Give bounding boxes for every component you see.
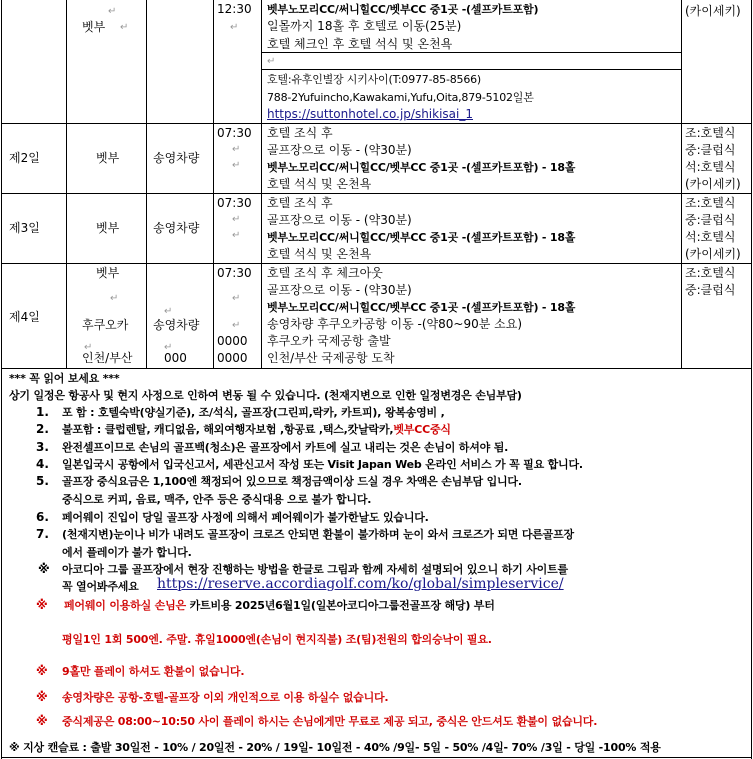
day3-line-1: 호텔 조식 후 (267, 196, 333, 210)
day2-line-1: 호텔 조식 후 (267, 126, 333, 140)
note-2-number: 2. (36, 422, 49, 436)
fairway-text (64, 598, 495, 613)
return-mark: ↵ (164, 306, 173, 317)
note-7-text: (천재지변)눈이나 비가 내려도 골프장이 크로즈 안되면 환불이 불가하며 눈이 와서 크로즈가 되면 다른골프장 (62, 528, 574, 541)
hotel-website-link[interactable]: https://suttonhotel.co.jp/shikisai_1 (267, 107, 473, 121)
red-note-2-mark: ※ (36, 690, 48, 704)
table-border-bottom (1, 757, 752, 758)
note-6-text: 페어웨이 진입이 당일 골프장 사정에 의해서 페어웨이가 불가한날도 있습니다. (62, 511, 429, 524)
day2-line-3: 벳부노모리CC/써니힐CC/벳부CC 중1곳 -(셀프카트포함) - 18홀 (267, 161, 576, 174)
col-divider-2 (146, 0, 147, 368)
return-mark: ↵ (232, 160, 241, 171)
note-4-text: 일본입국시 공항에서 입국신고서, 세관신고서 작성 또는 Visit Japan Web 온라인 서비스 가 꼭 필요 합니다. (62, 458, 583, 471)
accordia-mark: ※ (38, 562, 50, 576)
note-1-text: 포 함 : 호텔숙박(양실기준), 조/석식, 골프장(그린피,락카, 카트피), 왕복송영비 , (62, 406, 445, 419)
day4-line-6: 인천/부산 국제공항 도착 (267, 351, 395, 365)
day1-time: 12:30 (217, 2, 252, 16)
hotel-address: 788-2Yufuincho,Kawakami,Yufu,Oita,879-5102일본 (267, 91, 534, 104)
note-1-number: 1. (36, 405, 49, 419)
day3-label: 제3일 (9, 221, 40, 235)
day3-line-2: 골프장으로 이동 - (약30분) (267, 213, 412, 227)
return-mark: ↵ (267, 56, 276, 67)
note-2-text-black: 불포함 : 클럽렌탈, 캐디없음, 해외여행자보험 ,항공료 ,택스,캇날락카, (62, 423, 394, 436)
red-note-1-mark: ※ (36, 664, 48, 678)
return-mark: ↵ (230, 22, 239, 33)
col-divider-5 (681, 0, 682, 368)
notes-intro: 상기 일정은 항공사 및 현지 사정으로 인하여 변동 될 수 있습니다. (천재지변으로 인한 일정변경은 손님부담) (9, 389, 522, 402)
day4-transport-2: 000 (164, 351, 187, 365)
day1-meal: (카이세키) (685, 4, 741, 18)
fairway-text-red: 페어웨이 이용하실 손님은 (64, 599, 186, 612)
note-5-text: 골프장 중식요금은 1,100엔 책정되어 있으므로 책정금액이상 드실 경우 차액은 손님부담 입니다. (62, 475, 522, 488)
day2-meal-1: 조:호텔식 (685, 126, 736, 140)
day4-meal-1: 조:호텔식 (685, 266, 736, 280)
day4-transport-1: 송영차량 (153, 318, 200, 332)
day4-label: 제4일 (9, 310, 40, 324)
day1-line-2: 일몰까지 18홀 후 호텔로 이동(25분) (267, 19, 462, 33)
note-7-number: 7. (36, 527, 49, 541)
day4-time-3: 0000 (217, 351, 248, 365)
day2-line-2: 골프장으로 이동 - (약30분) (267, 143, 412, 157)
day2-city: 벳부 (96, 151, 120, 165)
day4-line-3: 벳부노모리CC/써니힐CC/벳부CC 중1곳 -(셀프카트포함) - 18홀 (267, 301, 576, 314)
fairway-mark: ※ (36, 598, 48, 612)
day4-line-1: 호텔 조식 후 체크아웃 (267, 266, 383, 280)
day3-meal-2: 중:클럽식 (685, 213, 736, 227)
note-2-text (62, 422, 451, 437)
accordia-guide-link[interactable]: https://reserve.accordiagolf.com/ko/global/simpleservice/ (157, 576, 564, 592)
note-2-text-red: 벳부CC중식 (393, 423, 451, 436)
red-note-3-text: 중식제공은 08:00~10:50 사이 플레이 하시는 손님에게만 무료로 제공 되고, 중식은 안드셔도 환불이 없습니다. (62, 715, 598, 728)
red-note-3-mark: ※ (36, 714, 48, 728)
fairway-text-black: 카트비용 2025년6월1일(일본아코디아그룹전골프장 해당) 부터 (189, 599, 495, 612)
day3-meal-3: 석:호텔식 (685, 230, 736, 244)
day2-meal-4: (카이세키) (685, 177, 741, 191)
day4-city-3: 인천/부산 (82, 351, 133, 365)
note-5-number: 5. (36, 474, 49, 488)
table-border-left (1, 0, 2, 759)
cancellation-policy: ※ 지상 캔슬료 : 출발 30일전 - 10% / 20일전 - 20% / 19일- 10일전 - 40% /9일- 5일 - 50% /4일- 70% /3일 - 당일 -100% 적용 (9, 741, 661, 754)
return-mark: ↵ (164, 342, 173, 353)
day3-city: 벳부 (96, 221, 120, 235)
day4-city-1: 벳부 (96, 266, 120, 280)
table-border-right (751, 0, 752, 759)
day4-line-2: 골프장으로 이동 - (약30분) (267, 283, 412, 297)
day2-time: 07:30 (217, 126, 252, 140)
day4-city-2: 후쿠오카 (82, 318, 129, 332)
day2-line-4: 호텔 석식 및 온천욕 (267, 177, 372, 191)
note-4-number: 4. (36, 457, 49, 471)
day3-line-3: 벳부노모리CC/써니힐CC/벳부CC 중1곳 -(셀프카트포함) - 18홀 (267, 231, 576, 244)
row-line-hotel (261, 69, 681, 70)
return-mark: ↵ (232, 144, 241, 155)
day3-transport: 송영차량 (153, 221, 200, 235)
col-divider-1 (66, 0, 67, 368)
row-line-day2 (1, 123, 752, 124)
return-mark: ↵ (232, 320, 241, 331)
day1-line-3: 호텔 체크인 후 호텔 석식 및 온천욕 (267, 37, 453, 51)
col-divider-3 (213, 0, 214, 368)
day2-meal-3: 석:호텔식 (685, 160, 736, 174)
day2-label: 제2일 (9, 151, 40, 165)
row-line-day3 (1, 193, 752, 194)
return-mark: ↵ (84, 342, 93, 353)
row-line-hotel-top (261, 52, 681, 53)
day4-line-4: 송영차량 후쿠오카공항 이동 -(약80~90분 소요) (267, 317, 523, 331)
return-mark: ↵ (232, 230, 241, 241)
return-mark: ↵ (232, 214, 241, 225)
day1-city: 벳부 (82, 20, 106, 34)
day4-line-5: 후쿠오카 국제공항 출발 (267, 334, 391, 348)
note-7-continuation: 에서 플레이가 불가 합니다. (62, 546, 192, 559)
day4-time-2: 0000 (217, 334, 248, 348)
row-line-notes (1, 368, 752, 369)
row-line-day4 (1, 263, 752, 264)
return-mark: ↵ (120, 22, 129, 33)
day3-line-4: 호텔 석식 및 온천욕 (267, 247, 372, 261)
day4-meal-2: 중:클럽식 (685, 283, 736, 297)
note-5-continuation: 중식으로 커피, 음료, 맥주, 안주 등은 중식대용 으로 불가 합니다. (62, 493, 372, 506)
day1-line-1: 벳부노모리CC/써니힐CC/벳부CC 중1곳 -(셀프카트포함) (267, 3, 539, 16)
red-note-2-text: 송영차량은 공항-호텔-골프장 이외 개인적으로 이용 하실수 없습니다. (62, 691, 389, 704)
note-3-number: 3. (36, 440, 49, 454)
accordia-prefix: 꼭 열어봐주세요 (62, 580, 139, 593)
fairway-fee: 평일1인 1회 500엔. 주말. 휴일1000엔(손님이 현지직불) 조(팀)전원의 합의승낙이 필요. (62, 633, 492, 646)
red-note-1-text: 9홀만 플레이 하셔도 환불이 없습니다. (62, 665, 245, 678)
note-3-text: 완전셀프이므로 손님의 골프백(청소)은 골프장에서 카트에 실고 내리는 것은 손님이 하셔야 됨. (62, 441, 509, 454)
accordia-text: 아코디아 그룹 골프장에서 현장 진행하는 방법을 한글로 그림과 함께 자세히 설명되어 있으니 하기 사이트를 (62, 563, 568, 576)
day3-time: 07:30 (217, 196, 252, 210)
day3-meal-1: 조:호텔식 (685, 196, 736, 210)
hotel-name: 호텔:유후인별장 시키사이(T:0977-85-8566) (267, 73, 482, 86)
day2-meal-2: 중:클럽식 (685, 143, 736, 157)
note-6-number: 6. (36, 510, 49, 524)
day2-transport: 송영차량 (153, 151, 200, 165)
col-divider-4 (261, 0, 262, 368)
day4-time-1: 07:30 (217, 266, 252, 280)
return-mark: ↵ (232, 293, 241, 304)
notes-heading: *** 꼭 읽어 보세요 *** (9, 372, 120, 385)
day3-meal-4: (카이세키) (685, 247, 741, 261)
return-mark: ↵ (110, 293, 119, 304)
return-mark: ↵ (108, 6, 117, 17)
